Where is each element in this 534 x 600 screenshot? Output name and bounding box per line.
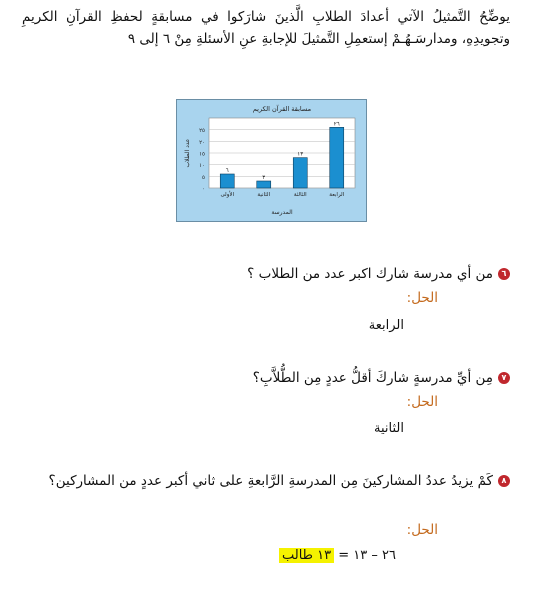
question-8 xyxy=(20,468,510,494)
bar xyxy=(293,158,307,188)
bar-value-label: ٦ xyxy=(225,168,229,174)
bar-chart xyxy=(176,99,367,222)
bar xyxy=(220,174,234,188)
y-tick-label: ٢٠ xyxy=(199,139,205,146)
y-axis-label: عدد الطلاب xyxy=(184,138,191,168)
intro-paragraph: يوضِّحُ التَّمثيلُ الآتي أعدادَ الطلابِ الَّذينَ شارَكوا في مسابقةٍ لحفظِ القرآنِ الكريمِ وتجويدِهِ، ومدارسَـهُـمْ إستعمِلِ التَّمثيلَ للإجابةِ عنِ الأسئلةِ مِنْ ٦ إلى ٩ xyxy=(22,9,510,47)
question-7-text: مِن أيِّ مدرسةٍ شاركَ أقلُّ عددٍ مِن الطُّلاَّبِ؟ xyxy=(252,370,493,386)
question-7 xyxy=(20,366,510,390)
answer-8-expression: ٢٦ – ١٣ = xyxy=(338,548,396,563)
question-number-8: ٨ xyxy=(498,475,510,487)
x-axis-label: المدرسة xyxy=(271,209,293,216)
answer-6: الرابعة xyxy=(368,318,404,333)
answer-7: الثانية xyxy=(374,421,404,436)
bar-value-label: ١٣ xyxy=(297,151,304,158)
y-tick-label: ٥ xyxy=(202,174,205,181)
question-number-7: ٧ xyxy=(498,372,510,384)
solution-label-6: الحل: xyxy=(406,290,438,306)
answer-8-highlight: ١٣ طالب xyxy=(279,548,334,563)
x-tick-label: الثالثة xyxy=(293,192,307,198)
solution-label-7: الحل: xyxy=(406,394,438,410)
y-tick-label: ١٥ xyxy=(199,151,205,158)
question-8-text: كَمْ يزيدُ عددُ المشاركينَ مِن المدرسةِ الرَّابعةِ على ثاني أكبر عددٍ من المشاركين؟ xyxy=(48,473,493,489)
answer-8 xyxy=(279,548,396,563)
bar xyxy=(257,181,271,188)
solution-label-8: الحل: xyxy=(406,522,438,538)
bar-chart-svg xyxy=(177,100,366,221)
x-tick-label: الرابعة xyxy=(329,192,345,198)
chart-title: مسابقة القرآن الكريم xyxy=(252,105,312,113)
bar-value-label: ٢٦ xyxy=(333,121,340,128)
x-tick-label: الأولى xyxy=(220,192,235,198)
bar-value-label: ٣ xyxy=(262,175,266,181)
question-number-6: ٦ xyxy=(498,268,510,280)
y-tick-label: ٠ xyxy=(202,186,205,193)
question-6 xyxy=(20,262,510,286)
y-tick-label: ١٠ xyxy=(199,163,205,170)
y-tick-label: ٢٥ xyxy=(199,128,205,135)
bar xyxy=(330,127,344,188)
question-6-text: من أي مدرسة شارك اكبر عدد من الطلاب ؟ xyxy=(247,266,493,282)
x-tick-label: الثانية xyxy=(257,192,271,198)
